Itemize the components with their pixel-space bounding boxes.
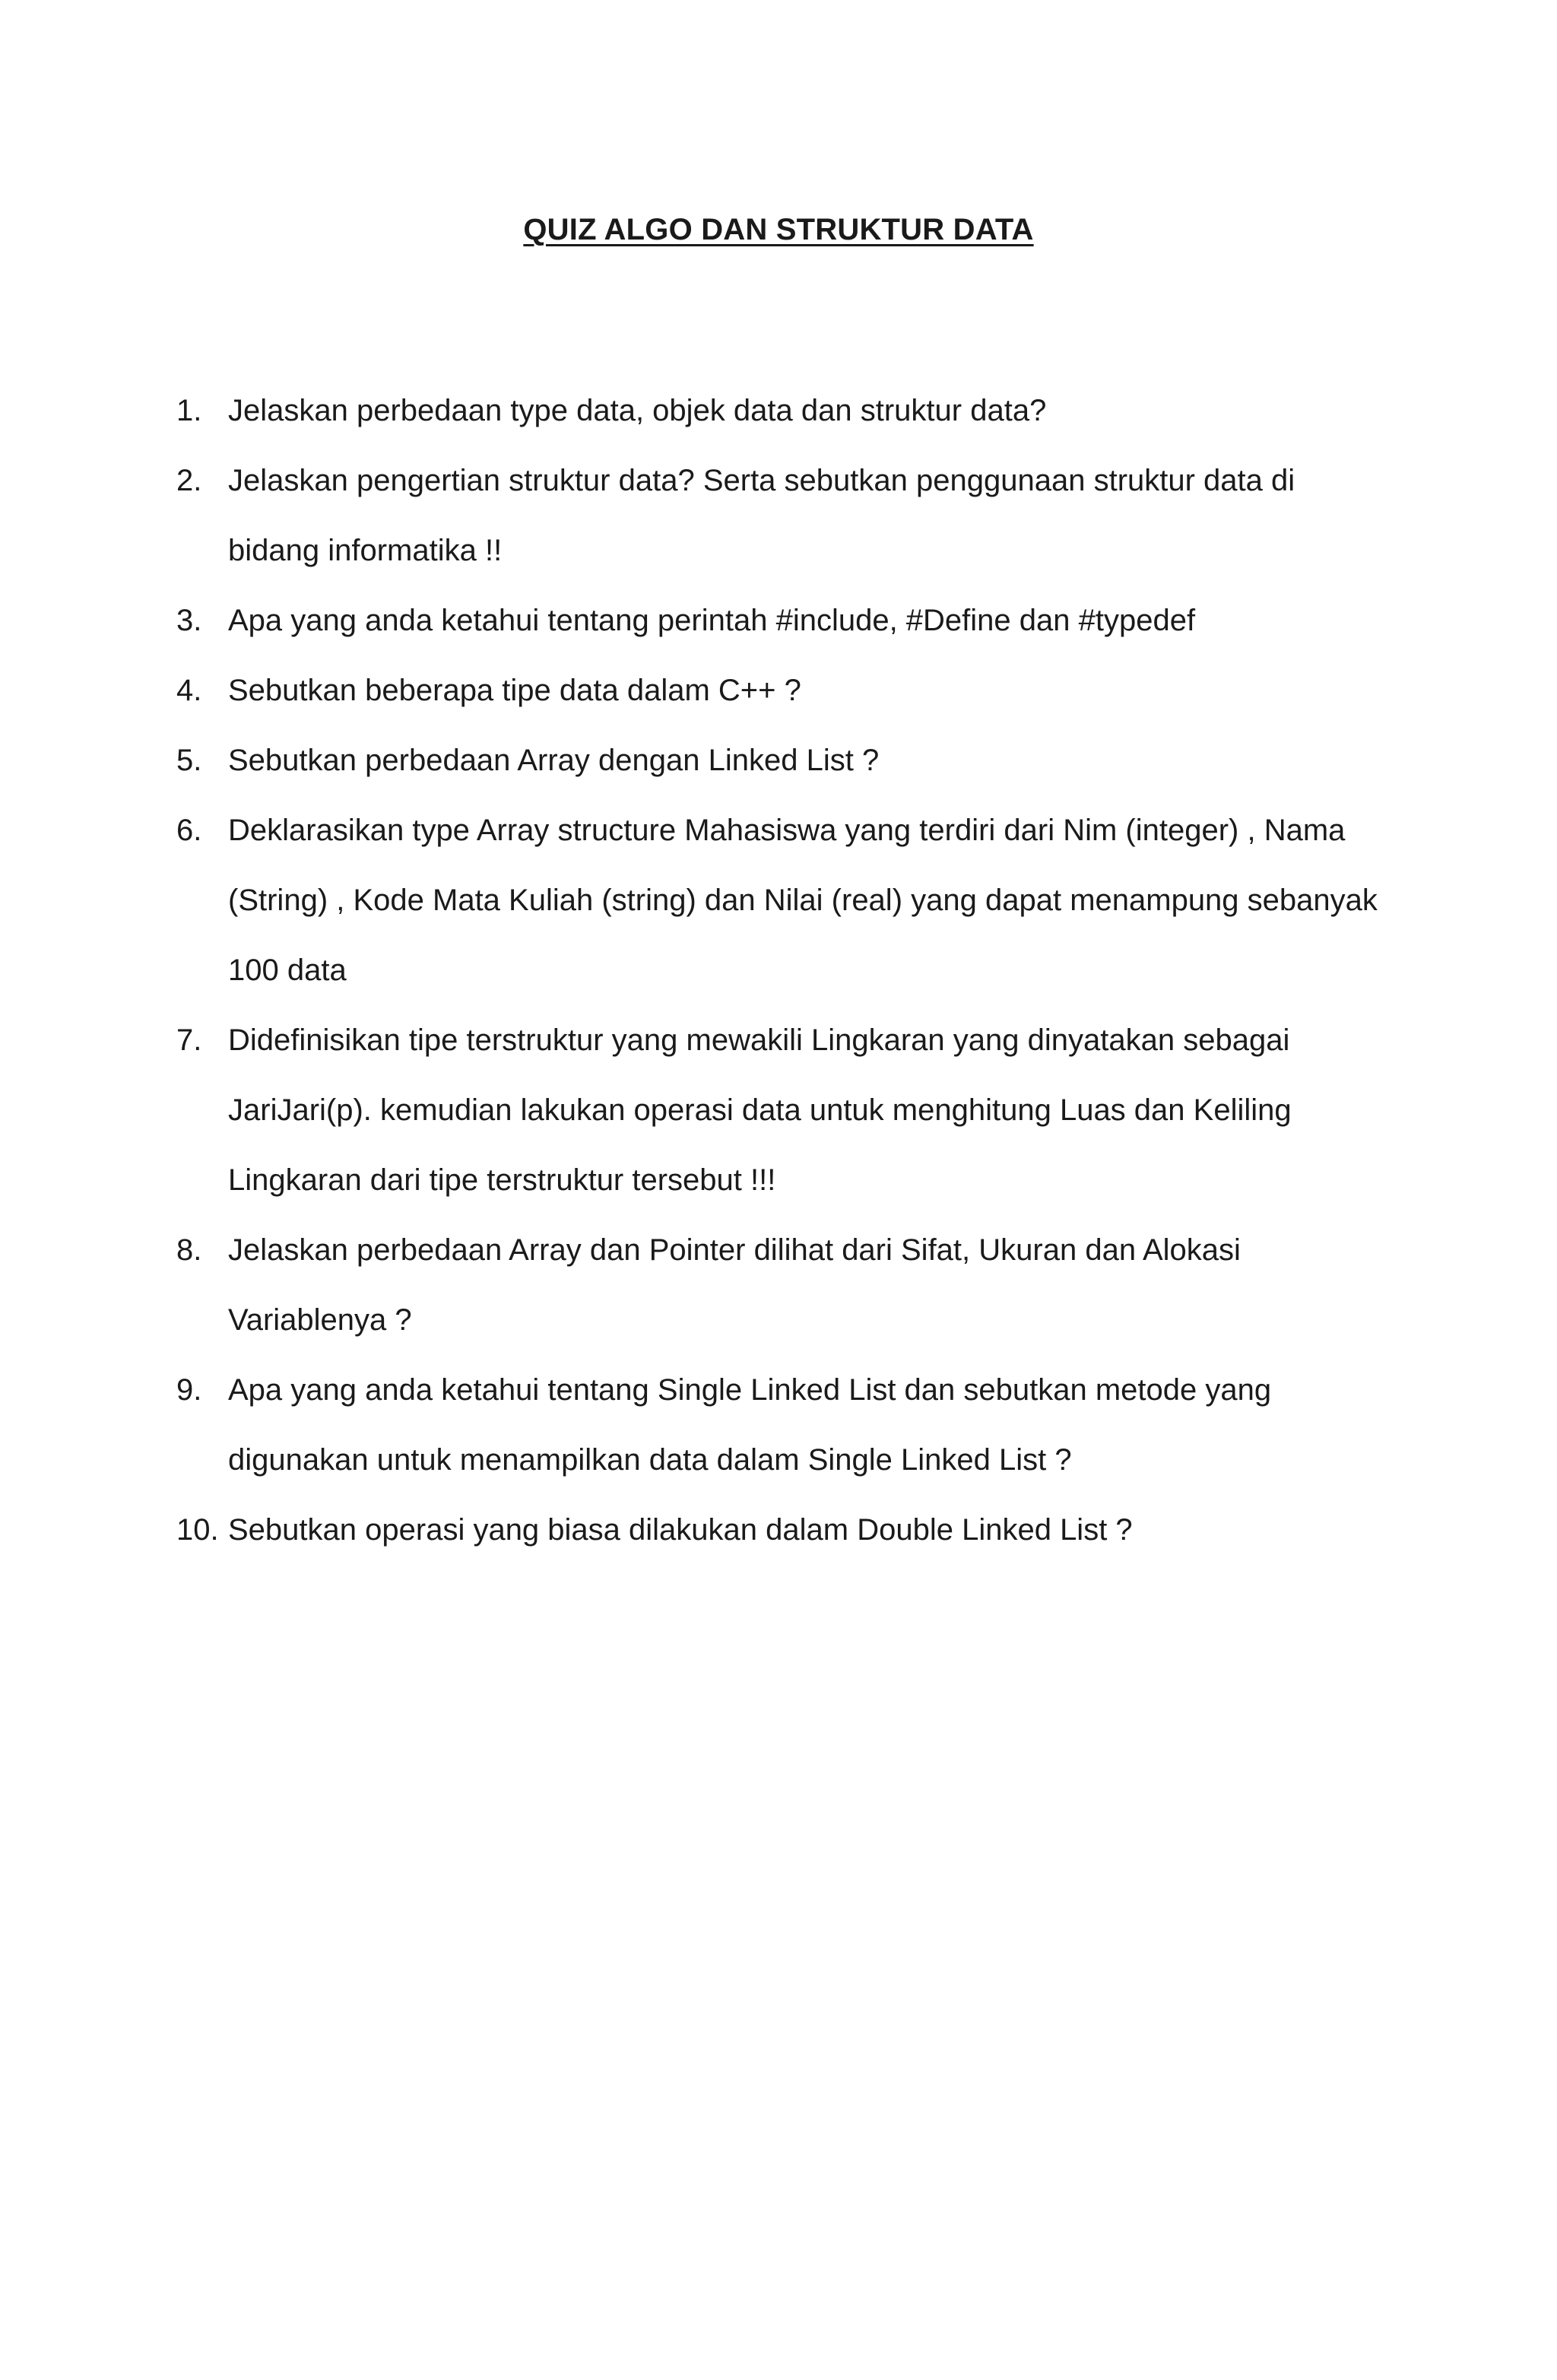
- question-item: [176, 1355, 1378, 1495]
- question-item: [176, 1215, 1378, 1355]
- question-text: Jelaskan perbedaan type data, objek data dan struktur data?: [228, 394, 1047, 427]
- question-text: Apa yang anda ketahui tentang Single Linked List dan sebutkan metode yang digunakan untuk menampilkan data dalam Single Linked List ?: [228, 1373, 1272, 1477]
- question-text: Jelaskan pengertian struktur data? Serta sebutkan penggunaan struktur data di bidang informatika !!: [228, 464, 1295, 567]
- question-item: [176, 376, 1378, 446]
- question-number: 9.: [176, 1373, 202, 1407]
- question-item: [176, 585, 1378, 655]
- question-number: 8.: [176, 1233, 202, 1267]
- question-number: 6.: [176, 814, 202, 847]
- question-number: 4.: [176, 674, 202, 707]
- question-item: [176, 725, 1378, 795]
- question-list: [176, 376, 1378, 1565]
- question-text: Jelaskan perbedaan Array dan Pointer dilihat dari Sifat, Ukuran dan Alokasi Variablenya ?: [228, 1233, 1241, 1337]
- question-item: [176, 1495, 1378, 1565]
- question-text: Didefinisikan tipe terstruktur yang mewakili Lingkaran yang dinyatakan sebagai JariJari(p). kemudian lakukan operasi data untuk menghitung Luas dan Keliling Lingkaran dari tipe terstruktur tersebut !!!: [228, 1023, 1292, 1197]
- question-text: Sebutkan operasi yang biasa dilakukan dalam Double Linked List ?: [228, 1513, 1133, 1547]
- question-item: [176, 1005, 1378, 1215]
- question-number: 7.: [176, 1023, 202, 1057]
- document-title: QUIZ ALGO DAN STRUKTUR DATA: [523, 213, 1034, 246]
- question-number: 10.: [176, 1513, 219, 1547]
- question-text: Sebutkan beberapa tipe data dalam C++ ?: [228, 674, 801, 707]
- question-text: Deklarasikan type Array structure Mahasiswa yang terdiri dari Nim (integer) , Nama (String) , Kode Mata Kuliah (string) dan Nilai (real) yang dapat menampung sebanyak 100 data: [228, 814, 1378, 987]
- question-item: [176, 655, 1378, 725]
- question-number: 2.: [176, 464, 202, 497]
- question-number: 1.: [176, 394, 202, 427]
- question-item: [176, 795, 1378, 1005]
- question-number: 5.: [176, 744, 202, 777]
- question-number: 3.: [176, 604, 202, 637]
- question-text: Apa yang anda ketahui tentang perintah #include, #Define dan #typedef: [228, 604, 1196, 637]
- question-text: Sebutkan perbedaan Array dengan Linked List ?: [228, 744, 880, 777]
- question-item: [176, 446, 1378, 585]
